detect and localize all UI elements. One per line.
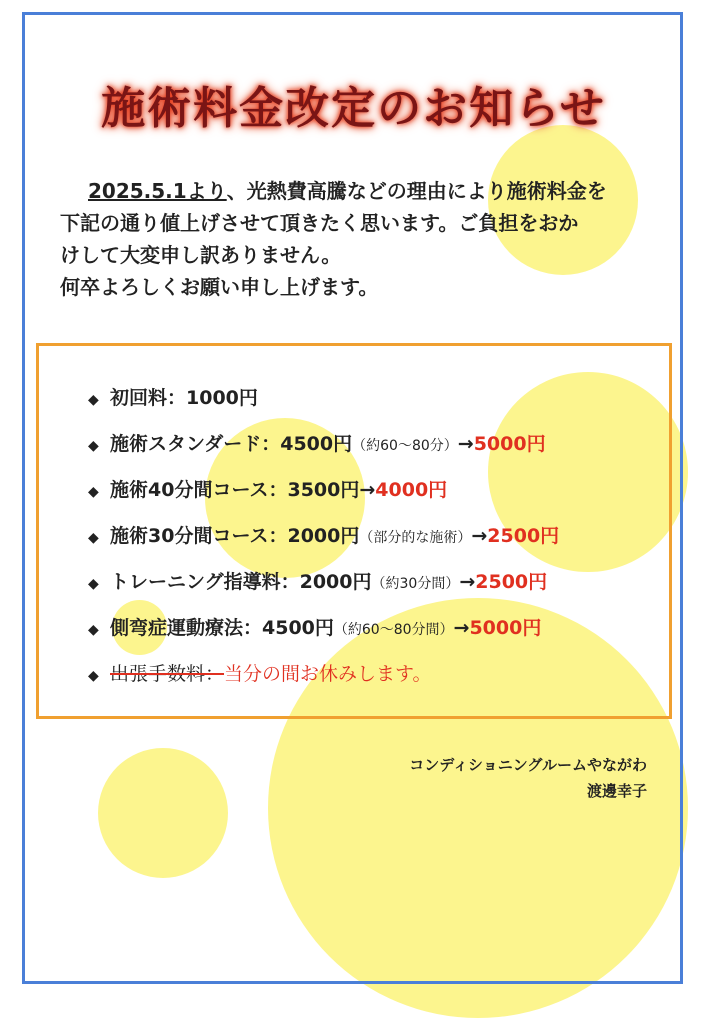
signature	[409, 752, 647, 804]
new-price: 5000円	[469, 617, 542, 639]
suspended-note: 当分の間お休みします。	[224, 663, 432, 685]
new-price: 2500円	[487, 525, 560, 547]
diamond-bullet-icon: ◆	[88, 392, 99, 408]
diamond-bullet-icon: ◆	[88, 622, 99, 638]
effective-date: 2025.5.1より	[88, 179, 227, 203]
list-item: ◆ トレーニング指導料：2000円（約30分間）→2500円	[88, 567, 668, 613]
new-price: 4000円	[375, 479, 448, 501]
intro-text: 2025.5.1より、光熱費高騰などの理由により施術料金を 下記の通り値上げさせて頂きたく思います。ご負担をおか けして大変申し訳ありません。 何卒よろしくお願い申し上げます。	[60, 179, 607, 299]
list-item: ◆ 施術30分間コース：2000円（部分的な施術）→2500円	[88, 521, 668, 567]
organization-name: コンディショニングルームやながわ	[409, 756, 647, 774]
diamond-bullet-icon: ◆	[88, 668, 99, 684]
new-price: 5000円	[473, 433, 546, 455]
diamond-bullet-icon: ◆	[88, 530, 99, 546]
author-name: 渡邊幸子	[586, 782, 647, 800]
list-item: ◆ 施術スタンダード：4500円（約60～80分）→5000円	[88, 429, 668, 475]
price-list	[88, 383, 668, 705]
diamond-bullet-icon: ◆	[88, 438, 99, 454]
diamond-bullet-icon: ◆	[88, 484, 99, 500]
new-price: 2500円	[475, 571, 548, 593]
page-title: 施術料金改定のお知らせ	[101, 83, 606, 134]
diamond-bullet-icon: ◆	[88, 576, 99, 592]
list-item: ◆ 側弯症運動療法：4500円（約60～80分間）→5000円	[88, 613, 668, 659]
list-item-suspended	[88, 659, 668, 705]
list-item: ◆ 施術40分間コース：3500円→4000円	[88, 475, 668, 521]
struck-item: 出張手数料：	[110, 663, 225, 685]
list-item: ◆ 初回料：1000円	[88, 383, 668, 429]
